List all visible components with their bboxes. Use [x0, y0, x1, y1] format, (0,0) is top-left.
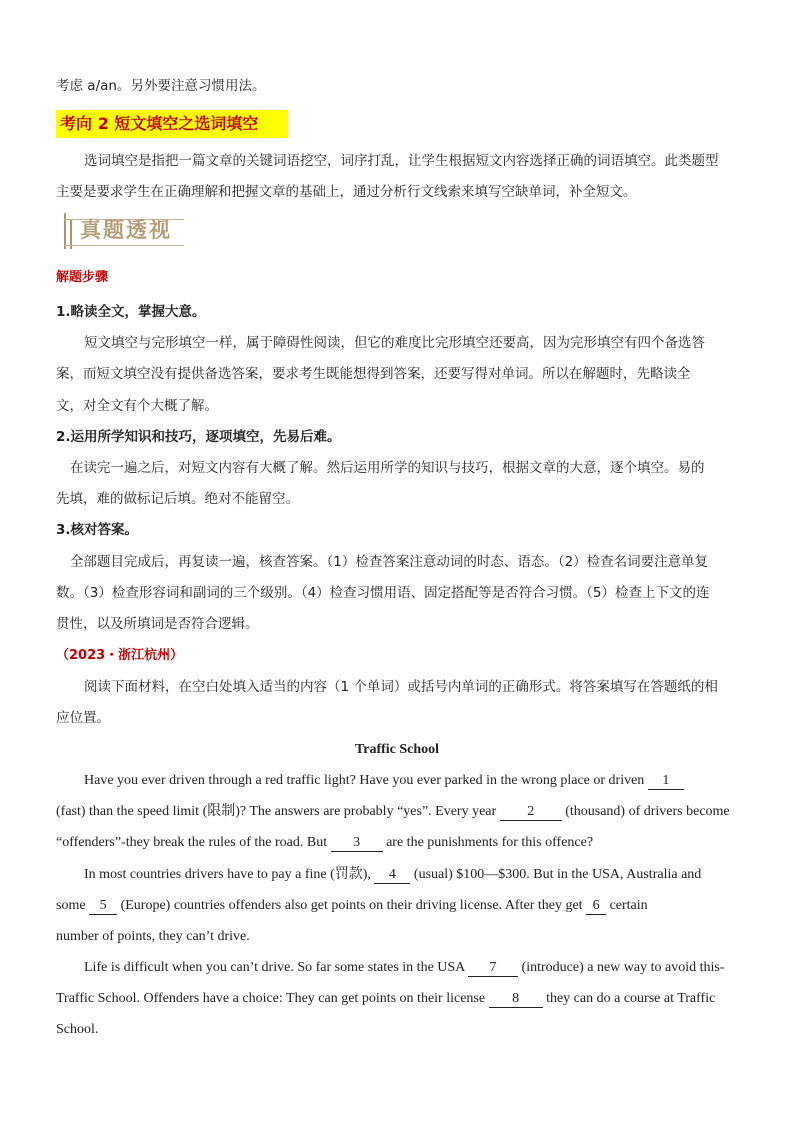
blank-3[interactable]: 3	[331, 835, 383, 852]
passage-line	[84, 958, 724, 978]
step1-title: 1.略读全文，掌握大意。	[56, 304, 206, 320]
instruction-line-2: 应位置。	[56, 710, 110, 726]
passage-line	[56, 802, 730, 822]
step3-line-3: 贯性，以及所填词是否符合逻辑。	[56, 616, 259, 632]
passage-text: (thousand) of drivers become	[561, 804, 730, 819]
blank-1[interactable]: 1	[648, 773, 684, 790]
passage-text: (fast) than the speed limit (限制)? The answers are probably “yes”. Every year	[56, 804, 500, 819]
passage-line	[56, 989, 715, 1009]
step1-line-1: 短文填空与完形填空一样，属于障碍性阅读，但它的难度比完形填空还要高，因为完形填空有四个备选答	[84, 335, 705, 351]
intro-tail-text: 考虑 a/an。另外要注意习惯用法。	[56, 78, 266, 94]
section-seal	[60, 211, 184, 249]
passage-text: Have you ever driven through a red traffic light? Have you ever parked in the wrong place or driven	[84, 773, 648, 788]
seal-decor-line	[64, 245, 184, 246]
step3-line-1: 全部题目完成后，再复读一遍，核查答案。（1）检查答案注意动词的时态、语态。（2）检查名词要注意单复	[70, 554, 709, 570]
passage-line	[56, 896, 648, 916]
step1-line-2: 案，而短文填空没有提供备选答案，要求考生既能想得到答案，还要写得对单词。所以在解题时，先略读全	[56, 366, 691, 382]
blank-5[interactable]: 5	[89, 898, 117, 915]
instruction-line-1: 阅读下面材料，在空白处填入适当的内容（1 个单词）或括号内单词的正确形式。将答案填写在答题纸的相	[84, 679, 718, 695]
step3-line-2: 数。（3）检查形容词和副词的三个级别。（4）检查习惯用语、固定搭配等是否符合习惯。（5）检查上下文的连	[56, 585, 710, 601]
step1-line-3: 文，对全文有个大概了解。	[56, 398, 218, 414]
blank-7[interactable]: 7	[468, 960, 518, 977]
passage-text: (usual) $100—$300. But in the USA, Australia and	[410, 867, 702, 882]
passage-text: some	[56, 898, 90, 913]
passage-text: In most countries drivers have to pay a fine (罚款),	[84, 867, 375, 882]
passage-line	[84, 771, 684, 791]
step2-line-1: 在读完一遍之后，对短文内容有大概了解。然后运用所学的知识与技巧，根据文章的大意，逐个填空。易的	[70, 460, 705, 476]
passage-line: number of points, they can’t drive.	[56, 929, 250, 944]
passage-text: they can do a course at Traffic	[542, 991, 716, 1006]
passage-text: “offenders”-they break the rules of the road. But	[56, 835, 331, 850]
seal-label: 真题透视	[80, 218, 172, 242]
definition-line-2: 主要是要求学生在正确理解和把握文章的基础上，通过分析行文线索来填写空缺单词，补全短文。	[56, 184, 637, 200]
blank-2[interactable]: 2	[500, 804, 562, 821]
passage-text: (Europe) countries offenders also get points on their driving license. After they get	[117, 898, 587, 913]
passage-text: Life is difficult when you can’t drive. So far some states in the USA	[84, 960, 469, 975]
blank-4[interactable]: 4	[374, 867, 410, 884]
passage-line: School.	[56, 1022, 99, 1037]
passage-text: Traffic School. Offenders have a choice: They can get points on their license	[56, 991, 489, 1006]
section-heading: 考向 2 短文填空之选词填空	[60, 114, 259, 133]
passage-text: are the punishments for this offence?	[382, 835, 594, 850]
blank-8[interactable]: 8	[489, 991, 543, 1008]
passage-line	[84, 865, 701, 885]
passage-title: Traffic School	[354, 742, 440, 757]
step2-line-2: 先填，难的做标记后填。绝对不能留空。	[56, 491, 299, 507]
blank-6[interactable]: 6	[586, 898, 606, 915]
passage-text: (introduce) a new way to avoid this-	[518, 960, 725, 975]
source-tag: （2023・浙江杭州）	[56, 648, 184, 663]
steps-label: 解题步骤	[56, 270, 109, 285]
step3-title: 3.核对答案。	[56, 522, 139, 538]
passage-text: certain	[606, 898, 648, 913]
passage-line	[56, 833, 593, 853]
step2-title: 2.运用所学知识和技巧，逐项填空，先易后难。	[56, 429, 341, 445]
definition-line-1: 选词填空是指把一篇文章的关键词语挖空，词序打乱，让学生根据短文内容选择正确的词语填空。此类题型	[84, 153, 719, 169]
